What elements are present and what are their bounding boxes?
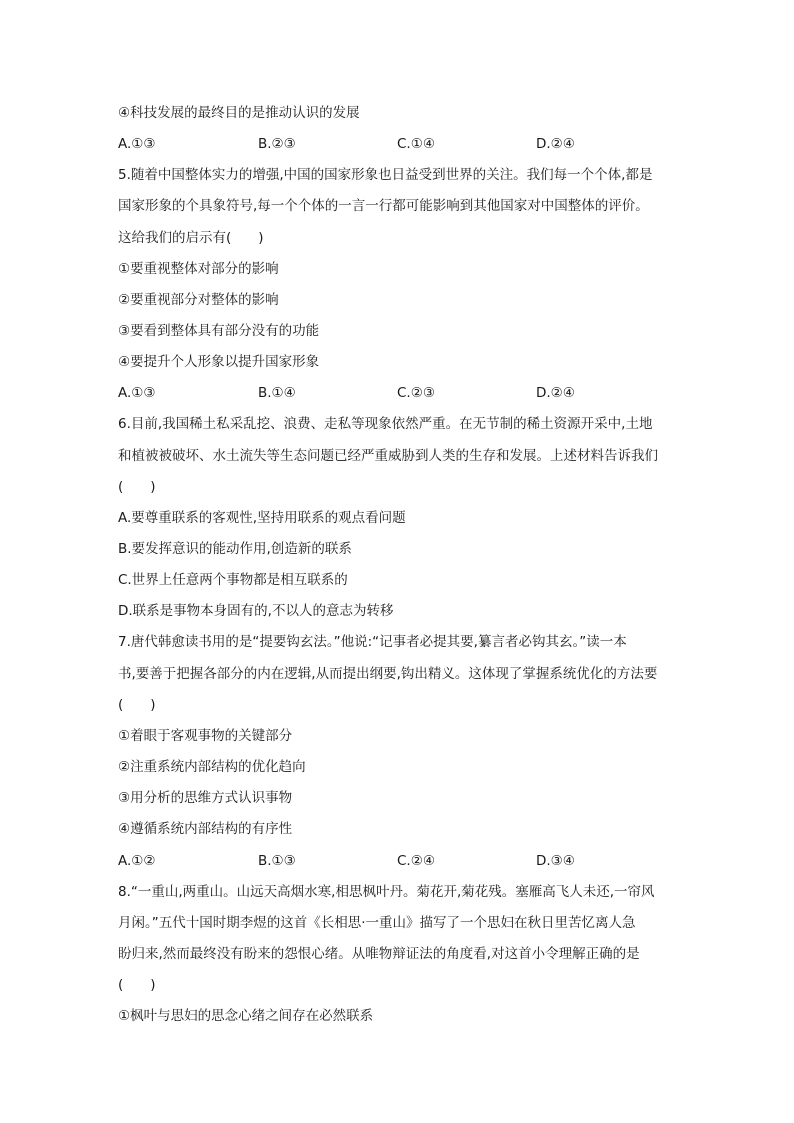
q7-option-b: B.①③: [258, 853, 296, 869]
q5-item-3: ③要看到整体具有部分没有的功能: [118, 323, 320, 339]
q7-options: [118, 851, 683, 871]
q5-stem-line-1: 5.随着中国整体实力的增强,中国的国家形象也日益受到世界的关注。我们每一个个体,都是: [118, 167, 653, 183]
q6-choice-d: D.联系是事物本身固有的,不以人的意志为转移: [118, 603, 394, 619]
q4-option-a: A.①③: [118, 136, 156, 152]
q5-item-2: ②要重视部分对整体的影响: [118, 292, 279, 308]
q7-item-4: ④遵循系统内部结构的有序性: [118, 821, 293, 837]
q7-option-d: D.③④: [536, 853, 575, 869]
q8-stem-line-4: ( ): [118, 977, 156, 993]
q4-option-c: C.①④: [397, 136, 435, 152]
q7-option-a: A.①②: [118, 853, 156, 869]
q7-option-c: C.②④: [397, 853, 435, 869]
q7-item-3: ③用分析的思维方式认识事物: [118, 790, 293, 806]
q8-stem-line-2: 月闲。”五代十国时期李煜的这首《长相思·一重山》描写了一个思妇在秋日里苦忆离人急: [118, 915, 636, 931]
q7-stem-line-3: ( ): [118, 697, 156, 713]
q5-option-b: B.①④: [258, 385, 296, 401]
q7-stem-line-2: 书,要善于把握各部分的内在逻辑,从而提出纲要,钩出精义。这体现了掌握系统优化的方法要: [118, 666, 658, 682]
q5-option-c: C.②③: [397, 385, 435, 401]
q6-choice-c: C.世界上任意两个事物都是相互联系的: [118, 572, 348, 588]
q7-stem-line-1: 7.唐代韩愈读书用的是“提要钩玄法。”他说:“记事者必提其要,纂言者必钩其玄。”读一本: [118, 634, 627, 650]
q6-choice-a: A.要尊重联系的客观性,坚持用联系的观点看问题: [118, 510, 406, 526]
q5-item-1: ①要重视整体对部分的影响: [118, 261, 279, 277]
q4-option-b: B.②③: [258, 136, 296, 152]
q5-option-a: A.①③: [118, 385, 156, 401]
q6-stem-line-3: ( ): [118, 479, 156, 495]
q4-item-4: ④科技发展的最终目的是推动认识的发展: [118, 105, 360, 121]
q8-item-1: ①枫叶与思妇的思念心绪之间存在必然联系: [118, 1008, 374, 1024]
q5-options: [118, 383, 683, 403]
q6-stem-line-2: 和植被被破坏、水土流失等生态问题已经严重威胁到人类的生存和发展。上述材料告诉我们: [118, 448, 658, 464]
q4-options: [118, 134, 683, 154]
q5-item-4: ④要提升个人形象以提升国家形象: [118, 354, 320, 370]
q7-item-1: ①着眼于客观事物的关键部分: [118, 728, 293, 744]
q6-choice-b: B.要发挥意识的能动作用,创造新的联系: [118, 541, 352, 557]
q5-option-d: D.②④: [536, 385, 575, 401]
q5-stem-line-2: 国家形象的个具象符号,每一个个体的一言一行都可能影响到其他国家对中国整体的评价。: [118, 198, 649, 214]
q5-stem-line-3: 这给我们的启示有( ): [118, 230, 264, 246]
q8-stem-line-1: 8.“一重山,两重山。山远天高烟水寒,相思枫叶丹。菊花开,菊花残。塞雁高飞人未还,一帘风: [118, 884, 655, 900]
q7-item-2: ②注重系统内部结构的优化趋向: [118, 759, 306, 775]
q6-stem-line-1: 6.目前,我国稀土私采乱挖、浪费、走私等现象依然严重。在无节制的稀土资源开采中,土地: [118, 416, 653, 432]
q8-stem-line-3: 盼归来,然而最终没有盼来的怨恨心绪。从唯物辩证法的角度看,对这首小令理解正确的是: [118, 946, 640, 962]
q4-option-d: D.②④: [536, 136, 575, 152]
